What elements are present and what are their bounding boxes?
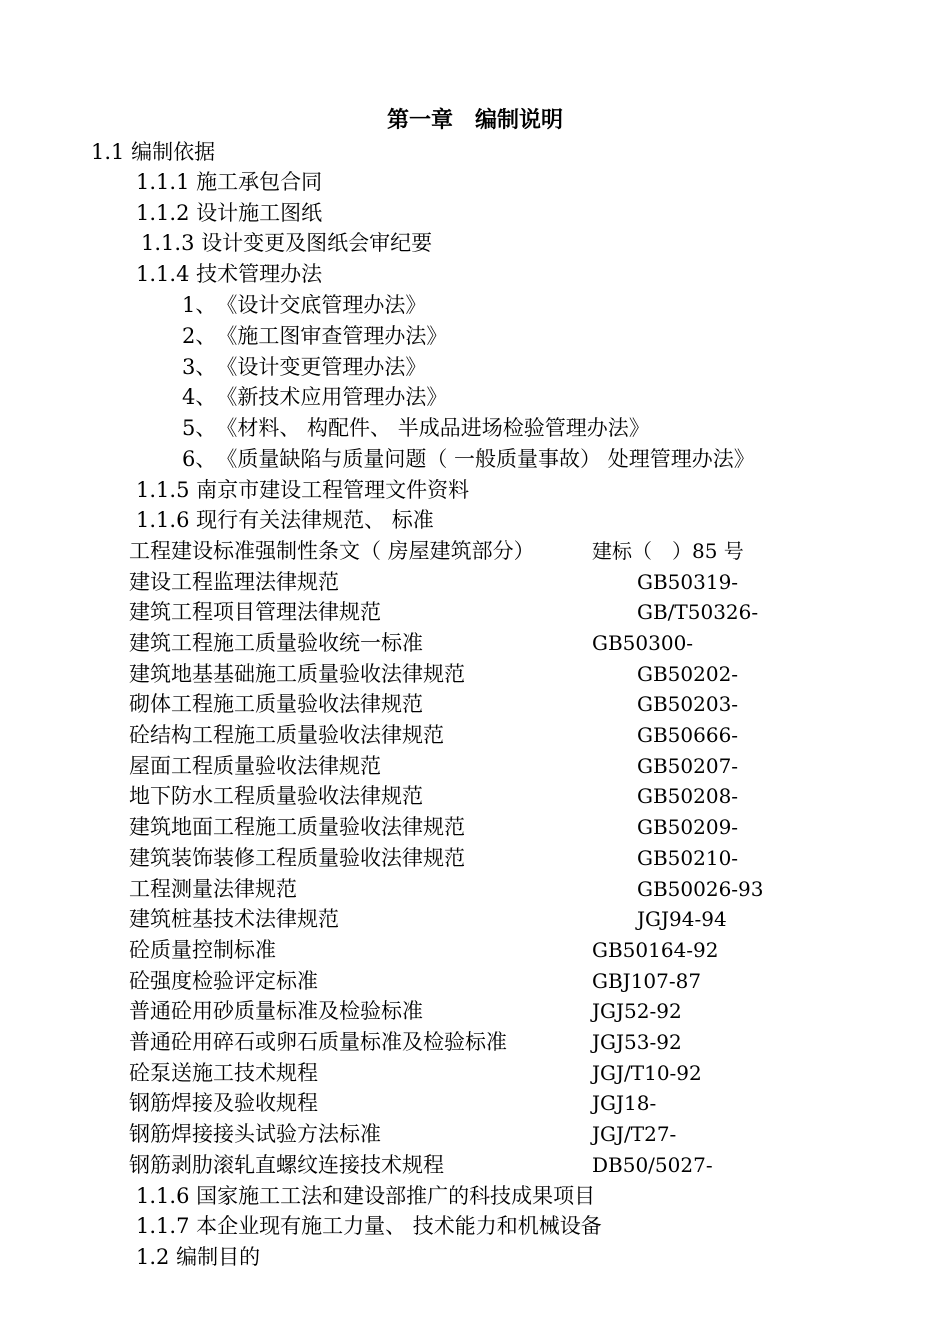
standard-name: 砼结构工程施工质量验收法律规范 — [129, 723, 444, 747]
list-item: 1.1.3 设计变更及图纸会审纪要 — [141, 231, 433, 255]
standard-code: JGJ94-94 — [637, 907, 727, 931]
list-item: 1.1.6 国家施工工法和建设部推广的科技成果项目 — [136, 1184, 596, 1208]
management-method-item: 1、 《设计交底管理办法》 — [182, 293, 427, 317]
standard-name: 钢筋焊接及验收规程 — [129, 1091, 318, 1115]
standard-name: 砼泵送施工技术规程 — [129, 1061, 318, 1085]
standard-name: 普通砼用砂质量标准及检验标准 — [129, 999, 423, 1023]
standard-name: 砌体工程施工质量验收法律规范 — [129, 692, 423, 716]
list-item: 1.1.5 南京市建设工程管理文件资料 — [136, 478, 470, 502]
standard-name: 普通砼用碎石或卵石质量标准及检验标准 — [129, 1030, 507, 1054]
management-method-item: 6、 《质量缺陷与质量问题（ 一般质量事故） 处理管理办法》 — [182, 447, 755, 471]
standard-name: 建筑地面工程施工质量验收法律规范 — [129, 815, 465, 839]
management-method-item: 3、 《设计变更管理办法》 — [182, 355, 427, 379]
standard-code: JGJ/T10-92 — [592, 1061, 702, 1085]
standard-code: GB50666- — [637, 723, 739, 747]
standard-row — [0, 781, 950, 811]
standard-code: JGJ52-92 — [592, 999, 682, 1023]
list-item: 1.1.2 设计施工图纸 — [136, 201, 323, 225]
management-method-item: 2、 《施工图审查管理办法》 — [182, 324, 448, 348]
standard-code: JGJ/T27- — [592, 1122, 677, 1146]
list-item: 1.1.6 现行有关法律规范、 标准 — [136, 508, 434, 532]
standard-name: 建设工程监理法律规范 — [129, 570, 339, 594]
standard-name: 建筑地基基础施工质量验收法律规范 — [129, 662, 465, 686]
standard-code: GB50319- — [637, 570, 739, 594]
standard-row — [0, 935, 950, 965]
standard-name: 工程测量法律规范 — [129, 877, 297, 901]
standard-name: 建筑桩基技术法律规范 — [129, 907, 339, 931]
standard-row — [0, 689, 950, 719]
standard-row — [0, 996, 950, 1026]
standard-name: 建筑装饰装修工程质量验收法律规范 — [129, 846, 465, 870]
standard-code: GB50208- — [637, 784, 739, 808]
standard-code: GB/T50326- — [637, 600, 759, 624]
standard-row — [0, 904, 950, 934]
standard-row — [0, 567, 950, 597]
management-method-item: 4、 《新技术应用管理办法》 — [182, 385, 448, 409]
standard-row — [0, 1088, 950, 1118]
list-item: 1.1.7 本企业现有施工力量、 技术能力和机械设备 — [136, 1214, 602, 1238]
standard-name: 工程建设标准强制性条文（ 房屋建筑部分） — [129, 539, 535, 563]
standard-name: 砼质量控制标准 — [129, 938, 276, 962]
standard-name: 砼强度检验评定标准 — [129, 969, 318, 993]
standard-row — [0, 1119, 950, 1149]
standard-code: DB50/5027- — [592, 1153, 713, 1177]
standard-row — [0, 597, 950, 627]
standard-code: GBJ107-87 — [592, 969, 702, 993]
standard-row — [0, 536, 950, 566]
standard-code: GB50203- — [637, 692, 739, 716]
section-heading-1-2: 1.2 编制目的 — [136, 1245, 261, 1269]
standard-code: JGJ53-92 — [592, 1030, 682, 1054]
standard-row — [0, 966, 950, 996]
standard-row — [0, 1150, 950, 1180]
standard-row — [0, 751, 950, 781]
standard-code: GB50210- — [637, 846, 739, 870]
list-item: 1.1.4 技术管理办法 — [136, 262, 323, 286]
standard-row — [0, 659, 950, 689]
standard-code: GB50209- — [637, 815, 739, 839]
management-method-item: 5、 《材料、 构配件、 半成品进场检验管理办法》 — [182, 416, 650, 440]
section-heading-1-1: 1.1 编制依据 — [91, 140, 216, 164]
standard-row — [0, 1058, 950, 1088]
standard-code: 建标（ ）85 号 — [592, 539, 744, 563]
standard-code: GB50164-92 — [592, 938, 719, 962]
standard-row — [0, 874, 950, 904]
standard-row — [0, 812, 950, 842]
standard-code: GB50026-93 — [637, 877, 764, 901]
standard-row — [0, 720, 950, 750]
standard-name: 屋面工程质量验收法律规范 — [129, 754, 381, 778]
standard-name: 钢筋焊接接头试验方法标准 — [129, 1122, 381, 1146]
chapter-title: 第一章 编制说明 — [386, 108, 563, 133]
standard-name: 建筑工程施工质量验收统一标准 — [129, 631, 423, 655]
standard-name: 地下防水工程质量验收法律规范 — [129, 784, 423, 808]
standard-code: GB50300- — [592, 631, 694, 655]
standard-code: GB50202- — [637, 662, 739, 686]
list-item: 1.1.1 施工承包合同 — [136, 170, 323, 194]
standard-code: JGJ18- — [592, 1091, 657, 1115]
standard-row — [0, 628, 950, 658]
standard-name: 钢筋剥肋滚轧直螺纹连接技术规程 — [129, 1153, 444, 1177]
standard-row — [0, 1027, 950, 1057]
standard-code: GB50207- — [637, 754, 739, 778]
standard-row — [0, 843, 950, 873]
standard-name: 建筑工程项目管理法律规范 — [129, 600, 381, 624]
